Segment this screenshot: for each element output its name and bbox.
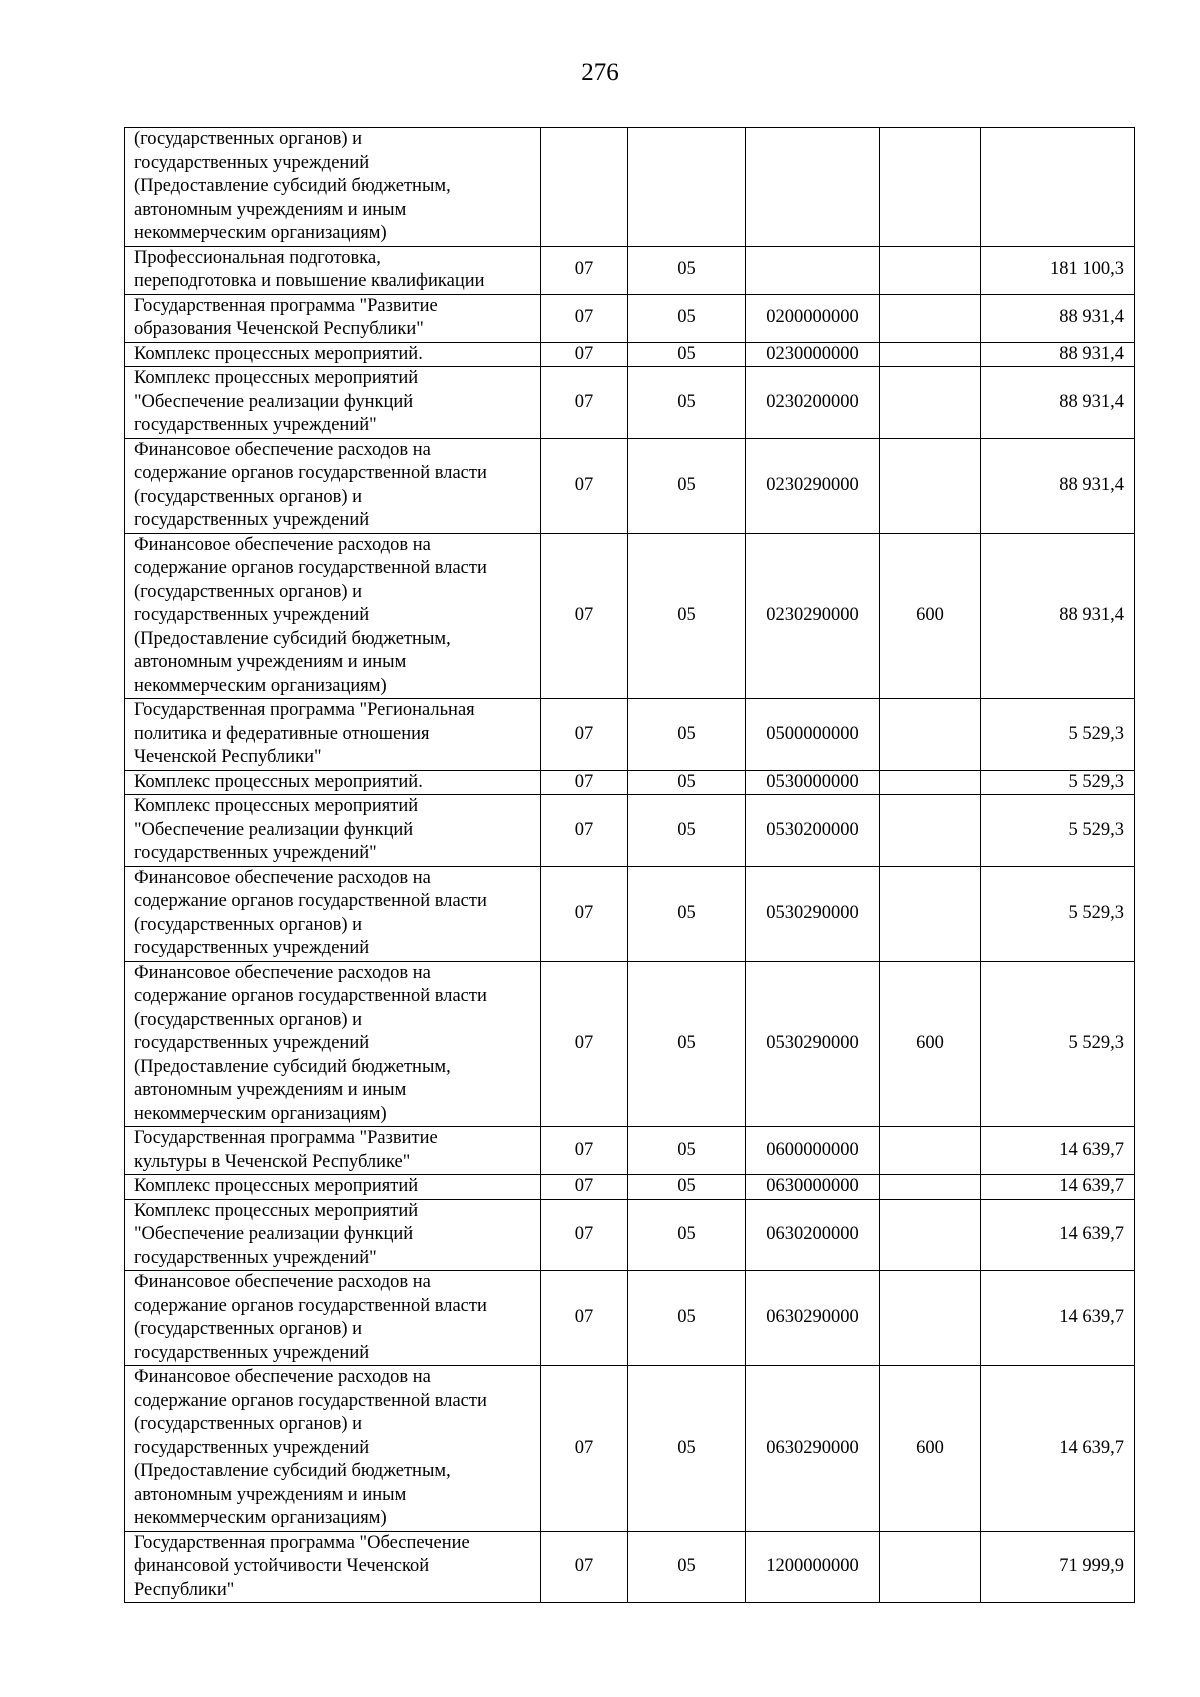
target-article-code-cell [746,246,880,294]
expense-name-line: политика и федеративные отношения [134,723,430,744]
expense-name-line: государственных учреждений [134,1033,370,1053]
section-code-cell: 07 [541,246,628,294]
expense-name-line: (государственных органов) и [134,486,363,507]
expense-name-cell [125,294,541,342]
expense-name-line: содержание органов государственной власти [134,891,487,911]
amount-cell: 71 999,9 [981,1531,1135,1603]
expense-name-line: государственных учреждений [134,152,370,173]
expense-name-line: (государственных органов) и [134,1009,363,1030]
expense-type-code-cell [880,866,981,961]
expense-name-line: Финансовое обеспечение расходов на [134,1272,431,1292]
page-number: 276 [581,59,619,86]
section-code-cell: 07 [541,1271,628,1366]
expense-name-line: государственных учреждений [134,510,370,530]
expense-name-line: Чеченской Республики" [134,747,322,767]
amount-cell: 5 529,3 [981,699,1135,771]
expense-name-line: содержание органов государственной власти [134,1295,487,1316]
expense-name-cell [125,438,541,533]
target-article-code-cell: 0500000000 [746,699,880,771]
expense-name-line: некоммерческим организациям) [134,223,387,243]
expense-name-line: содержание органов государственной власти [134,558,487,578]
table-row [125,795,1135,867]
section-code-cell: 07 [541,961,628,1127]
expense-name-line: (государственных органов) и [134,129,363,149]
expense-type-code-cell: 600 [880,533,981,699]
expense-type-code-cell: 600 [880,1366,981,1532]
target-article-code-cell: 0630290000 [746,1271,880,1366]
expense-name-line: финансовой устойчивости Чеченской [134,1556,430,1576]
expense-name-line: Комплекс процессных мероприятий [134,796,419,816]
expense-name-line: Комплекс процессных мероприятий [134,1200,419,1221]
section-code-cell: 07 [541,866,628,961]
expense-name-line: "Обеспечение реализации функций [134,819,414,840]
section-code-cell: 07 [541,770,628,795]
expense-name-line: государственных учреждений" [134,415,377,435]
expense-name-line: Финансовое обеспечение расходов на [134,534,431,555]
expense-name-line: (государственных органов) и [134,581,363,602]
section-code-cell: 07 [541,699,628,771]
expense-type-code-cell [880,1199,981,1271]
expense-name-line: Финансовое обеспечение расходов на [134,867,431,888]
expense-name-cell [125,770,541,795]
expense-name-line: государственных учреждений" [134,1247,377,1268]
expense-name-line: Республики" [134,1579,235,1600]
table-row [125,866,1135,961]
target-article-code-cell: 0530200000 [746,795,880,867]
amount-cell [981,128,1135,247]
target-article-code-cell: 0230290000 [746,438,880,533]
expense-name-cell [125,795,541,867]
expense-name-line: государственных учреждений" [134,843,377,863]
section-code-cell: 07 [541,1199,628,1271]
table-row [125,1271,1135,1366]
expense-name-line: Комплекс процессных мероприятий. [134,771,423,792]
target-article-code-cell: 0230200000 [746,367,880,439]
amount-cell: 88 931,4 [981,438,1135,533]
expense-name-line: образования Чеченской Республики" [134,319,424,339]
target-article-code-cell: 0530290000 [746,961,880,1127]
expense-name-line: содержание органов государственной власти [134,463,487,483]
table-row [125,1531,1135,1603]
amount-cell: 14 639,7 [981,1127,1135,1175]
expense-name-line: Комплекс процессных мероприятий. [134,343,423,364]
expense-name-line: (Предоставление субсидий бюджетным, [134,628,451,649]
expense-name-line: Комплекс процессных мероприятий [134,368,419,388]
target-article-code-cell: 0630200000 [746,1199,880,1271]
budget-table [124,127,1135,1603]
target-article-code-cell: 0530290000 [746,866,880,961]
section-code-cell: 07 [541,1531,628,1603]
target-article-code-cell: 0230290000 [746,533,880,699]
expense-type-code-cell [880,342,981,367]
subsection-code-cell: 05 [628,1175,746,1200]
expense-name-cell [125,1127,541,1175]
target-article-code-cell: 0600000000 [746,1127,880,1175]
target-article-code-cell: 0630000000 [746,1175,880,1200]
expense-type-code-cell [880,699,981,771]
target-article-code-cell: 0200000000 [746,294,880,342]
expense-name-line: "Обеспечение реализации функций [134,391,414,412]
amount-cell: 88 931,4 [981,367,1135,439]
subsection-code-cell: 05 [628,438,746,533]
section-code-cell: 07 [541,367,628,439]
expense-name-line: "Обеспечение реализации функций [134,1224,414,1244]
table-row [125,294,1135,342]
amount-cell: 14 639,7 [981,1175,1135,1200]
subsection-code-cell: 05 [628,795,746,867]
expense-type-code-cell [880,1271,981,1366]
amount-cell: 5 529,3 [981,795,1135,867]
expense-type-code-cell [880,770,981,795]
expense-type-code-cell [880,438,981,533]
expense-name-cell [125,342,541,367]
expense-name-cell [125,1199,541,1271]
section-code-cell [541,128,628,247]
amount-cell: 14 639,7 [981,1271,1135,1366]
section-code-cell: 07 [541,342,628,367]
expense-name-line: автономным учреждениям и иным [134,652,407,672]
subsection-code-cell: 05 [628,367,746,439]
amount-cell: 14 639,7 [981,1366,1135,1532]
expense-name-line: некоммерческим организациям) [134,1103,387,1124]
subsection-code-cell: 05 [628,342,746,367]
amount-cell: 88 931,4 [981,533,1135,699]
amount-cell: 14 639,7 [981,1199,1135,1271]
expense-type-code-cell [880,1175,981,1200]
subsection-code-cell: 05 [628,1531,746,1603]
expense-name-line: содержание органов государственной власти [134,1390,487,1411]
expense-name-cell [125,699,541,771]
table-row [125,1175,1135,1200]
expense-name-line: государственных учреждений [134,605,370,625]
amount-cell: 88 931,4 [981,294,1135,342]
table-row [125,533,1135,699]
expense-type-code-cell [880,1531,981,1603]
expense-name-line: Профессиональная подготовка, [134,247,381,268]
subsection-code-cell: 05 [628,1199,746,1271]
target-article-code-cell: 0230000000 [746,342,880,367]
table-row [125,1366,1135,1532]
section-code-cell: 07 [541,795,628,867]
table-row [125,246,1135,294]
expense-name-line: некоммерческим организациям) [134,675,387,696]
expense-name-line: автономным учреждениям и иным [134,1484,407,1505]
amount-cell: 5 529,3 [981,770,1135,795]
expense-name-cell [125,367,541,439]
expense-name-line: Финансовое обеспечение расходов на [134,439,431,460]
subsection-code-cell: 05 [628,866,746,961]
expense-name-line: содержание органов государственной власти [134,986,487,1006]
expense-type-code-cell [880,128,981,247]
table-row [125,699,1135,771]
subsection-code-cell: 05 [628,1366,746,1532]
section-code-cell: 07 [541,1366,628,1532]
amount-cell: 88 931,4 [981,342,1135,367]
subsection-code-cell: 05 [628,1271,746,1366]
target-article-code-cell: 1200000000 [746,1531,880,1603]
expense-name-cell [125,866,541,961]
expense-name-line: некоммерческим организациям) [134,1508,387,1528]
subsection-code-cell: 05 [628,246,746,294]
table-row [125,1127,1135,1175]
expense-name-line: государственных учреждений [134,938,370,958]
expense-name-line: (государственных органов) и [134,1414,363,1434]
section-code-cell: 07 [541,294,628,342]
expense-name-cell [125,1175,541,1200]
expense-name-line: (Предоставление субсидий бюджетным, [134,1461,451,1481]
subsection-code-cell: 05 [628,294,746,342]
expense-name-line: автономным учреждениям и иным [134,1080,407,1100]
table-row [125,438,1135,533]
expense-name-line: переподготовка и повышение квалификации [134,271,485,291]
subsection-code-cell: 05 [628,533,746,699]
target-article-code-cell: 0630290000 [746,1366,880,1532]
target-article-code-cell [746,128,880,247]
expense-type-code-cell [880,246,981,294]
expense-name-line: государственных учреждений [134,1342,370,1363]
expense-type-code-cell [880,294,981,342]
table-row [125,961,1135,1127]
table-row [125,770,1135,795]
section-code-cell: 07 [541,1127,628,1175]
table-row [125,1199,1135,1271]
expense-name-line: (Предоставление субсидий бюджетным, [134,1056,451,1077]
expense-name-line: (государственных органов) и [134,914,363,935]
expense-name-cell [125,1271,541,1366]
expense-name-cell [125,128,541,247]
table-row [125,128,1135,247]
expense-name-line: автономным учреждениям и иным [134,199,407,220]
expense-name-line: Государственная программа "Региональная [134,700,475,720]
section-code-cell: 07 [541,1175,628,1200]
expense-name-line: Финансовое обеспечение расходов на [134,962,431,983]
expense-name-line: Государственная программа "Развитие [134,1128,438,1148]
expense-name-line: Государственная программа "Обеспечение [134,1532,470,1553]
table-row [125,367,1135,439]
expense-name-cell [125,246,541,294]
subsection-code-cell [628,128,746,247]
table-row [125,342,1135,367]
expense-type-code-cell [880,795,981,867]
expense-name-line: (Предоставление субсидий бюджетным, [134,176,451,196]
subsection-code-cell: 05 [628,961,746,1127]
subsection-code-cell: 05 [628,1127,746,1175]
expense-name-cell [125,533,541,699]
amount-cell: 5 529,3 [981,961,1135,1127]
amount-cell: 5 529,3 [981,866,1135,961]
expense-type-code-cell [880,1127,981,1175]
expense-name-line: Финансовое обеспечение расходов на [134,1367,431,1387]
expense-name-line: государственных учреждений [134,1437,370,1458]
expense-type-code-cell: 600 [880,961,981,1127]
subsection-code-cell: 05 [628,770,746,795]
expense-name-cell [125,961,541,1127]
expense-type-code-cell [880,367,981,439]
expense-name-line: культуры в Чеченской Республике" [134,1151,411,1172]
subsection-code-cell: 05 [628,699,746,771]
amount-cell: 181 100,3 [981,246,1135,294]
section-code-cell: 07 [541,533,628,699]
expense-name-line: (государственных органов) и [134,1319,363,1339]
section-code-cell: 07 [541,438,628,533]
expense-name-line: Комплекс процессных мероприятий [134,1176,419,1196]
expense-name-line: Государственная программа "Развитие [134,295,438,316]
expense-name-cell [125,1531,541,1603]
target-article-code-cell: 0530000000 [746,770,880,795]
expense-name-cell [125,1366,541,1532]
table-body [125,128,1135,1603]
